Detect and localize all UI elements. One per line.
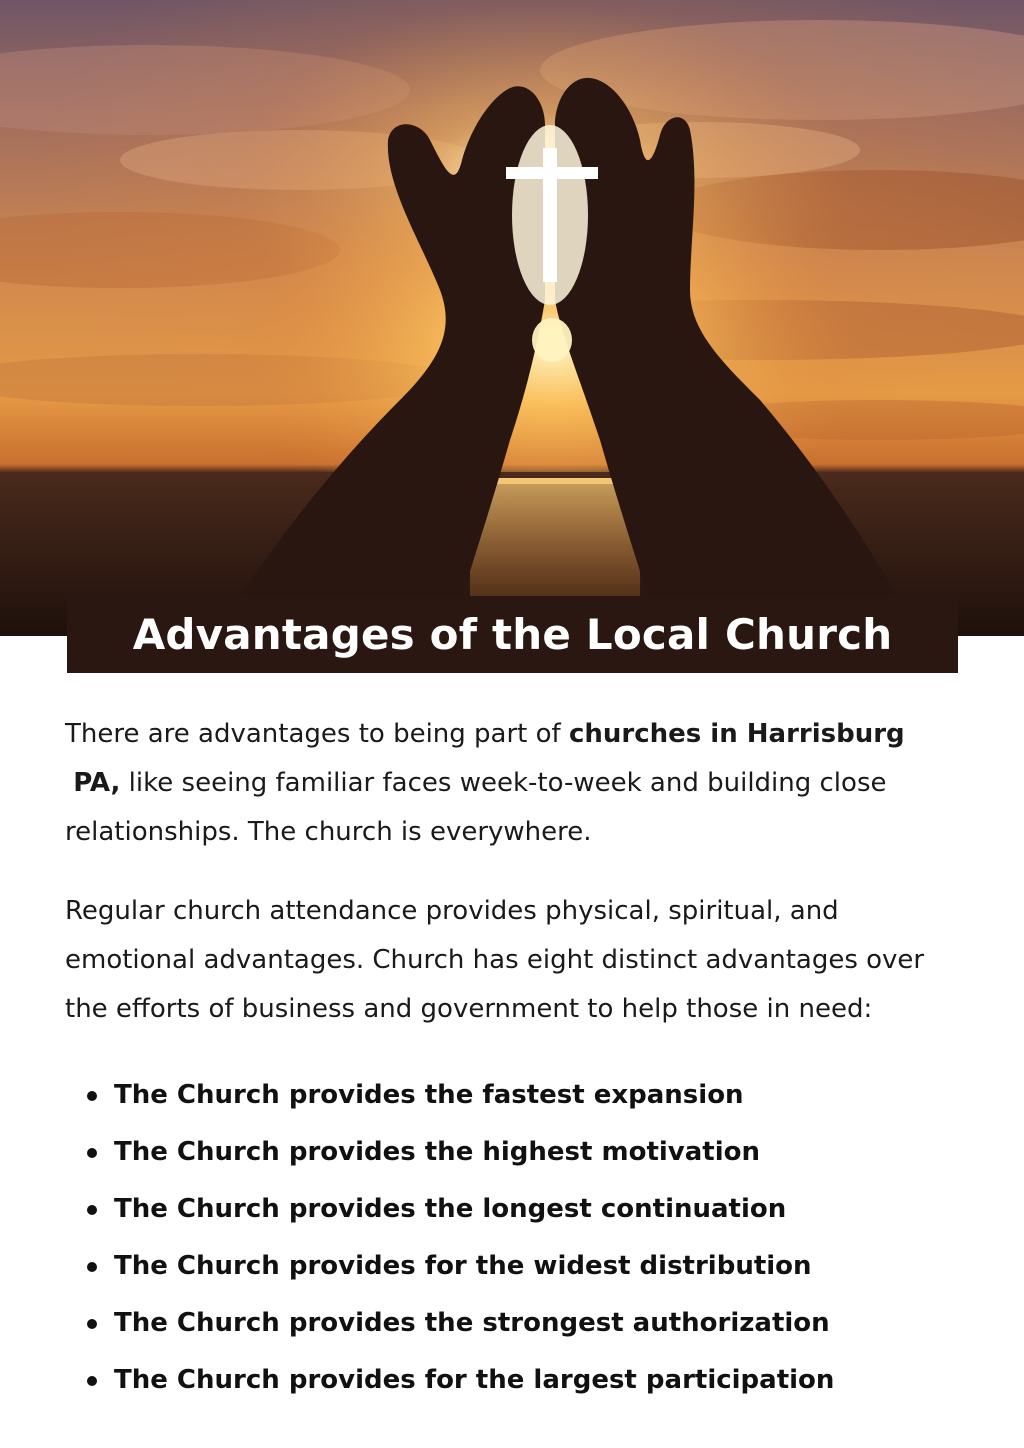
list-item-text: The Church provides the strongest authorization bbox=[114, 1308, 830, 1338]
hero-image bbox=[0, 0, 1024, 636]
intro-bold-keyword-1: churches in Harrisburg bbox=[568, 719, 905, 749]
list-item-text: The Church provides for the widest distribution bbox=[114, 1251, 812, 1281]
title-banner bbox=[67, 596, 958, 673]
list-item-text: The Church provides the longest continuation bbox=[114, 1194, 787, 1224]
page-title: Advantages of the Local Church bbox=[132, 610, 893, 659]
intro-text-before: There are advantages to being part of bbox=[65, 719, 569, 749]
list-item-text: The Church provides the highest motivation bbox=[114, 1137, 761, 1167]
list-item bbox=[87, 1181, 965, 1238]
list-item bbox=[87, 1352, 965, 1409]
list-item-text: The Church provides for the largest participation bbox=[114, 1365, 835, 1395]
list-item bbox=[87, 1238, 965, 1295]
advantages-list bbox=[87, 1067, 965, 1409]
hands-cross-sunset-illustration bbox=[0, 0, 1024, 636]
bullet-icon bbox=[87, 1319, 97, 1329]
intro-paragraph bbox=[65, 710, 965, 857]
list-item bbox=[87, 1124, 965, 1181]
intro-bold-keyword-2: PA, bbox=[73, 768, 121, 798]
bullet-icon bbox=[87, 1262, 97, 1272]
bullet-icon bbox=[87, 1091, 97, 1101]
advantages-intro-paragraph: Regular church attendance provides physical, spiritual, and emotional advantages. Church has eight distinct advantages over the efforts of business and government to help those in need: bbox=[65, 896, 925, 1024]
article-body bbox=[65, 710, 965, 1409]
bullet-icon bbox=[87, 1205, 97, 1215]
bullet-icon bbox=[87, 1148, 97, 1158]
intro-text-after: like seeing familiar faces week-to-week and building close relationships. The church is everywhere. bbox=[65, 768, 887, 847]
list-item-text: The Church provides the fastest expansion bbox=[114, 1080, 744, 1110]
bullet-icon bbox=[87, 1376, 97, 1386]
list-item bbox=[87, 1295, 965, 1352]
list-item bbox=[87, 1067, 965, 1124]
